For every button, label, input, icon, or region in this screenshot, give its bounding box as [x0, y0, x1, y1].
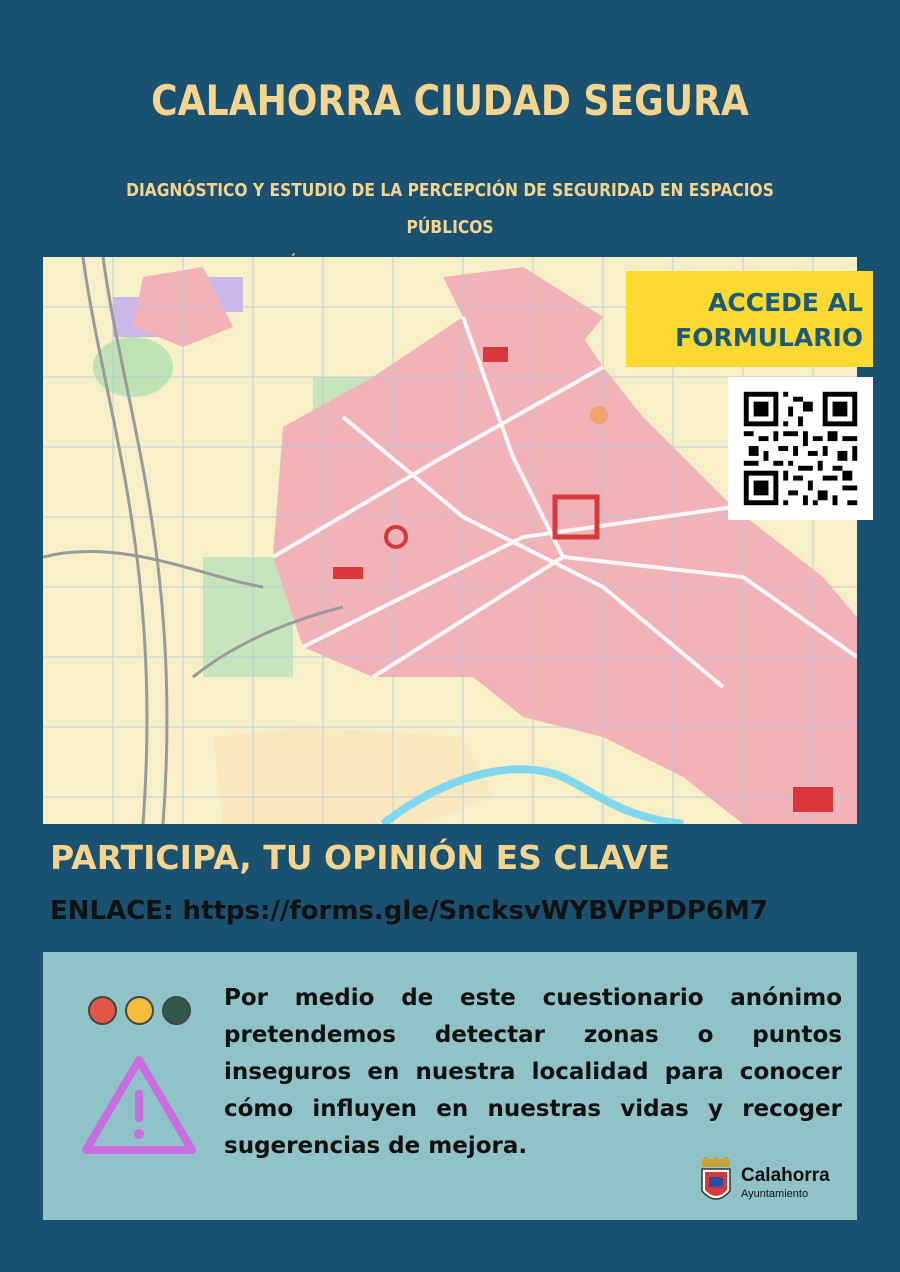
info-box [43, 952, 857, 1220]
red-dot-icon [88, 996, 117, 1025]
subtitle-line-1: DIAGNÓSTICO Y ESTUDIO DE LA PERCEPCIÓN DE SEGURIDAD EN ESPACIOS PÚBLICOS [126, 180, 774, 238]
form-link[interactable]: ENLACE: https://forms.gle/SncksvWYBVPPDP6M7 [50, 896, 768, 926]
coat-of-arms-icon [699, 1157, 733, 1207]
form-cta-button[interactable] [626, 271, 873, 367]
logo-subtitle: Ayuntamiento [741, 1188, 809, 1200]
cta-line-1: ACCEDE AL [708, 288, 863, 317]
yellow-dot-icon [125, 996, 154, 1025]
green-dot-icon [162, 996, 191, 1025]
cta-line-2: FORMULARIO [675, 323, 863, 352]
description-text: Por medio de este cuestionario anónimo pretendemos detectar zonas o puntos inseguros en nuestra localidad para conocer cómo influyen en nuestras vidas y recoger sugerencias de mejora. [224, 985, 842, 1159]
page-title: CALAHORRA CIUDAD SEGURA [151, 76, 749, 125]
logo-name: Calahorra [741, 1165, 830, 1186]
participa-heading: PARTICIPA, TU OPINIÓN ES CLAVE [50, 838, 671, 877]
qr-code-icon[interactable] [728, 377, 873, 520]
warning-triangle-icon [80, 1054, 198, 1156]
